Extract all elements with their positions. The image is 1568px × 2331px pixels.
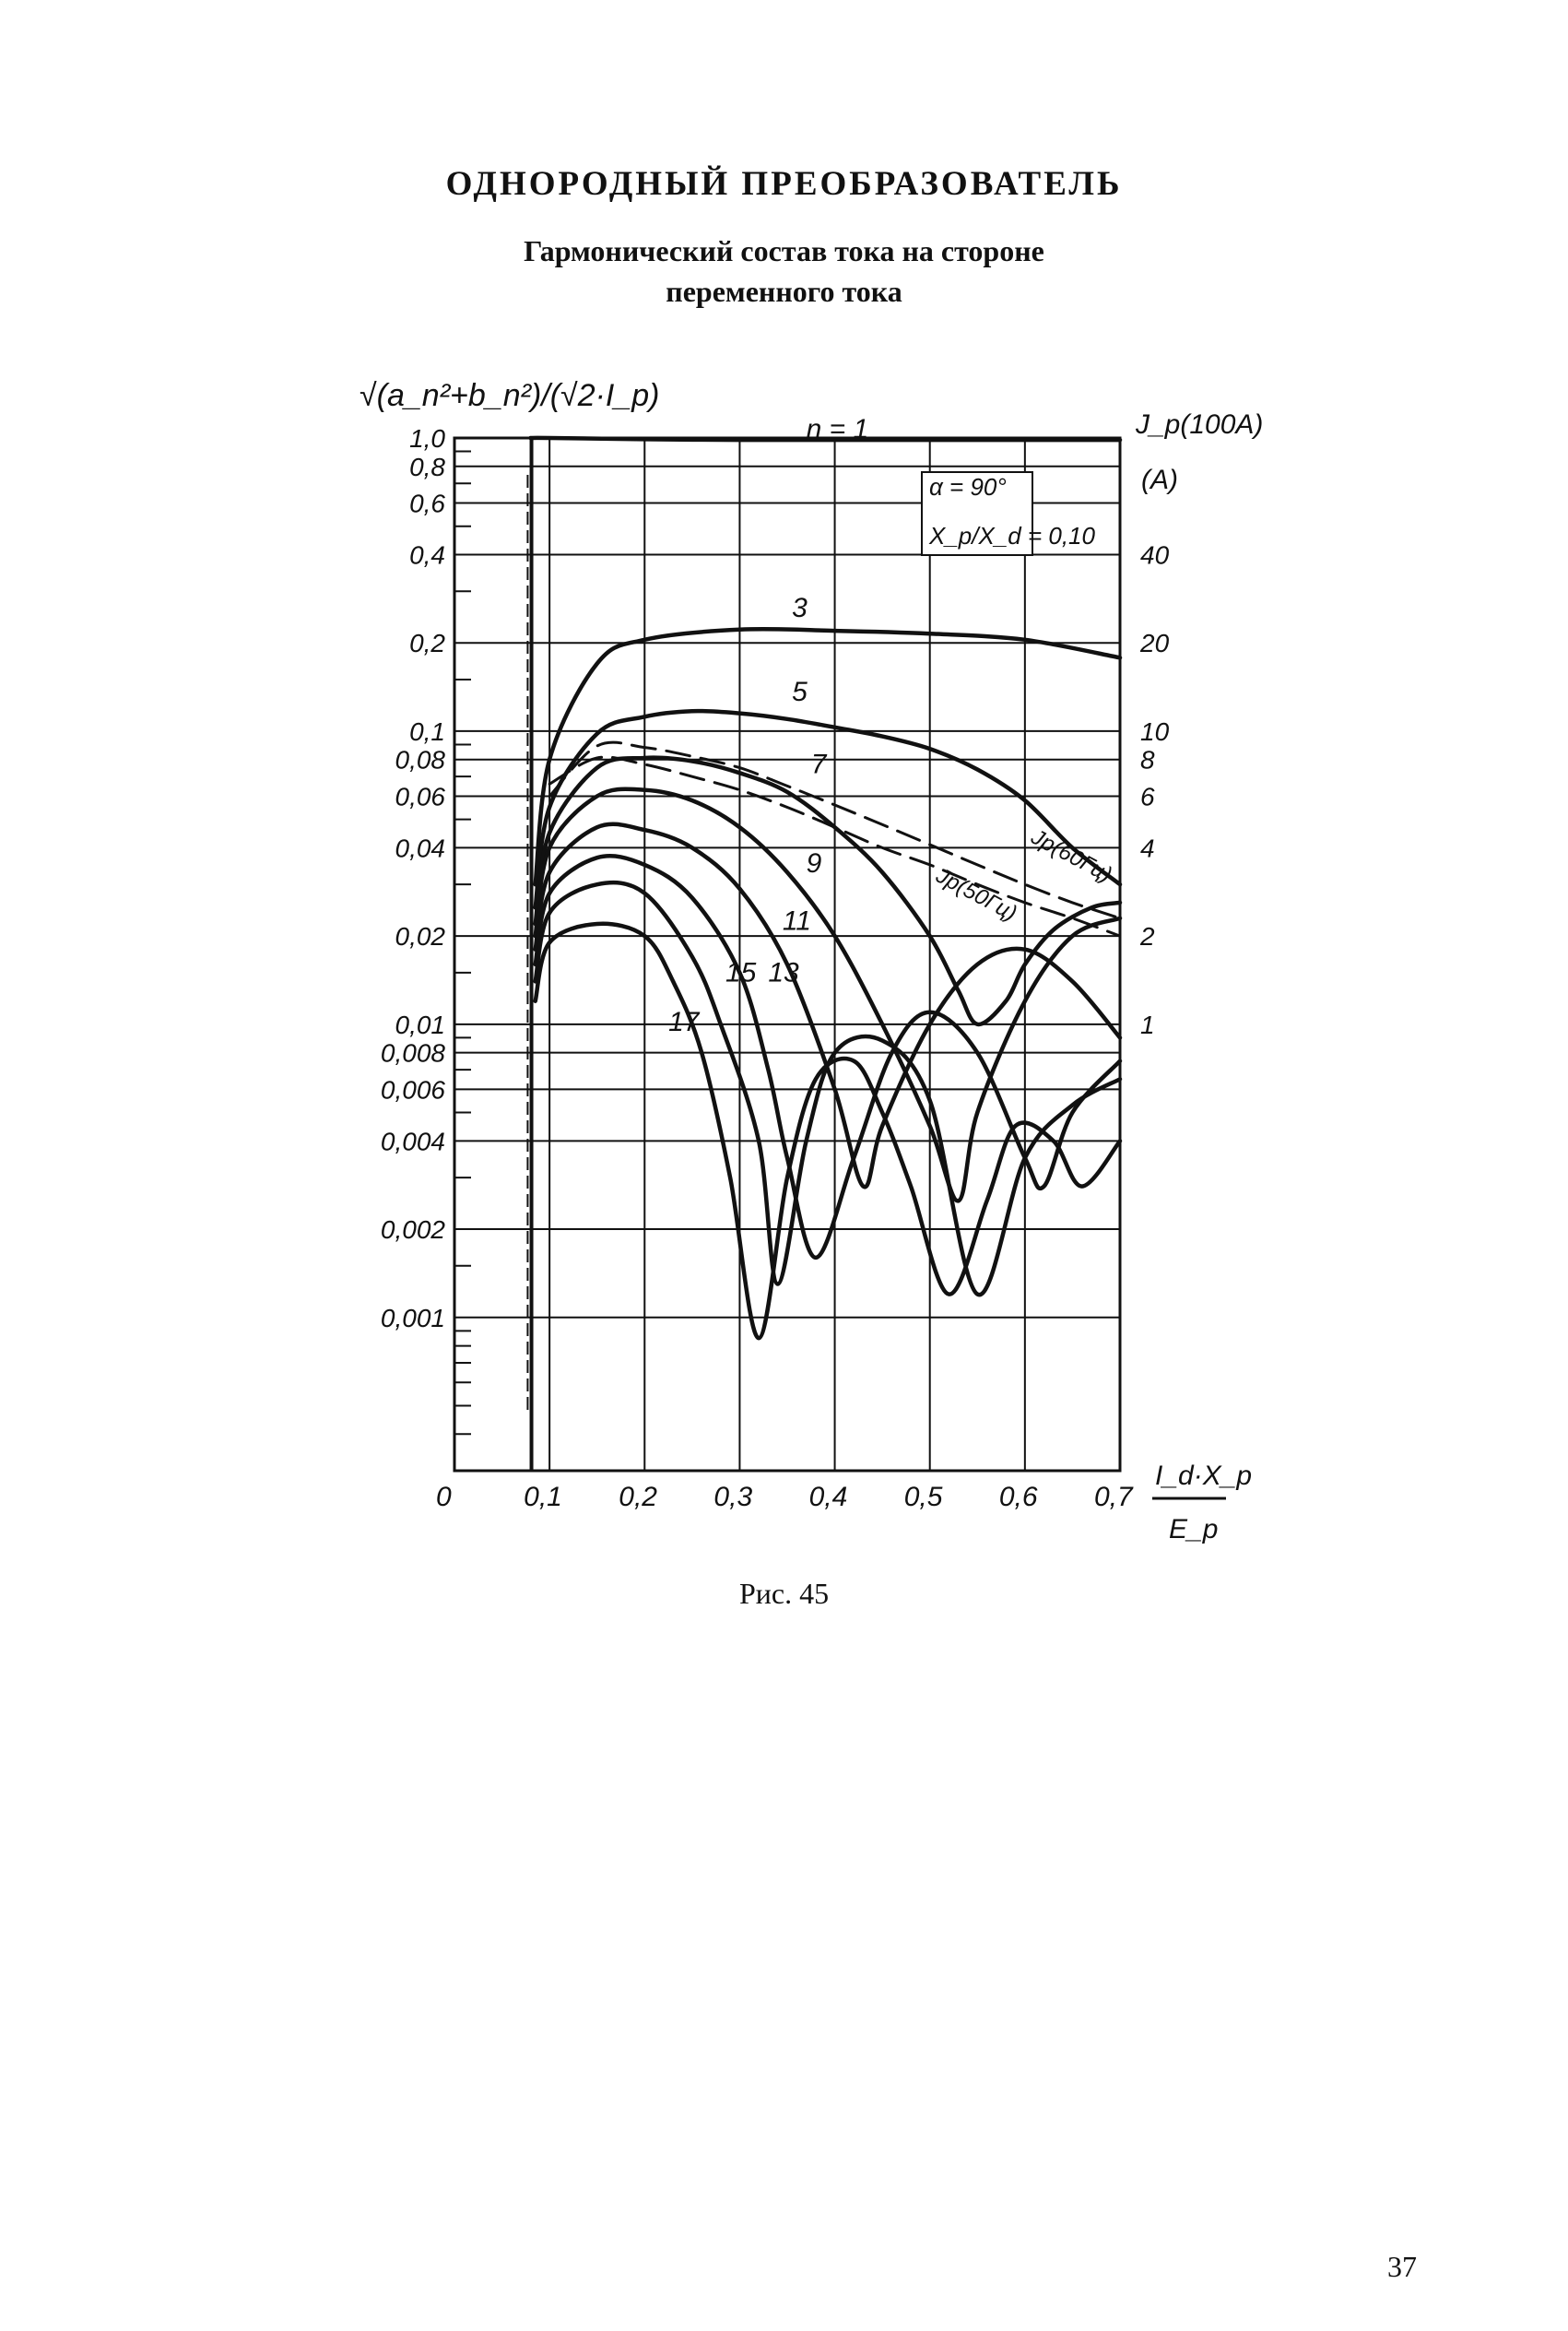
series-label-5: 11 [782,905,811,937]
y2-tick-label: 2 [1140,922,1155,952]
page-number: 37 [1387,2250,1417,2283]
x-tick-label: 0,3 [713,1482,753,1512]
y-tick-label: 0,06 [395,782,445,811]
series-line-4 [536,789,1120,1201]
series-label-1: 3 [792,593,808,624]
x-axis-label-denominator: E_p [1169,1514,1219,1544]
series-label-2: 5 [792,676,808,707]
x-tick-label: 0,4 [808,1482,848,1512]
x-tick-label: 0,6 [998,1482,1038,1512]
series-label-4: 9 [806,847,822,879]
series-label-0: n = 1 [806,414,869,444]
y2-tick-label: 10 [1140,716,1170,746]
series-label-3: 7 [810,749,827,780]
subtitle-line-2: переменного тока [666,275,902,308]
y-tick-label: 0,004 [380,1127,445,1156]
y-tick-label: 0,2 [409,629,445,658]
page-title: ОДНОРОДНЫЙ ПРЕОБРАЗОВАТЕЛЬ [445,165,1123,203]
y2-axis-label: J_p(100A) [1136,409,1264,440]
y-tick-label: 0,001 [380,1303,445,1332]
subtitle-line-1: Гармонический состав тока на стороне [524,234,1044,267]
y-tick-label: 0,002 [380,1215,445,1245]
series-label-10: Jp(60Гц) [1027,824,1116,888]
figure-caption: Рис. 45 [738,1577,830,1610]
series-layer [531,438,1121,1338]
y2-tick-label: 40 [1140,540,1170,570]
y-tick-label: 1,0 [409,424,445,453]
series-label-6: 13 [768,957,799,988]
series-label-8: 17 [668,1006,700,1037]
y-tick-label: 0,1 [409,716,445,746]
series-label-9: Jp(50Гц) [932,863,1021,927]
series-line-6 [536,856,1120,1258]
y-tick-label: 0,4 [409,540,445,570]
plot-frame [454,438,1120,1471]
annotation-ratio: X_p/X_d = 0,10 [929,522,1095,550]
y-tick-label: 0,02 [395,922,445,952]
y-tick-label: 0,01 [395,1010,445,1039]
y2-tick-label: 1 [1140,1010,1155,1039]
y-tick-label: 0,04 [395,834,445,863]
axis-layer [454,438,1120,1471]
series-line-2 [536,711,1120,907]
x-tick-label: 0,1 [524,1482,562,1512]
y-axis-label: √(a_n²+b_n²)/(√2·I_p) [360,378,660,413]
x-tick-label: 0,7 [1094,1482,1133,1512]
x-axis-label-numerator: I_d·X_p [1155,1461,1253,1491]
x-tick-label: 0,5 [903,1482,943,1512]
grid-layer [454,438,1120,1471]
x-tick-label: 0,2 [619,1482,658,1512]
annotation-alpha: α = 90° [929,473,1007,501]
y2-tick-label: 6 [1140,782,1155,811]
y-tick-label: 0,08 [395,745,445,775]
y2-tick-label: 20 [1140,629,1170,658]
y2-axis-unit: (A) [1141,465,1178,495]
y-tick-label: 0,8 [409,452,445,481]
series-line-5 [536,824,1120,1188]
y-tick-label: 0,006 [380,1075,445,1105]
y-tick-label: 0,6 [409,489,445,518]
y2-tick-label: 8 [1140,745,1155,775]
x-tick-label: 0 [436,1482,452,1512]
series-label-7: 15 [725,957,757,988]
y-tick-label: 0,008 [380,1038,445,1068]
y2-tick-label: 4 [1140,834,1155,863]
